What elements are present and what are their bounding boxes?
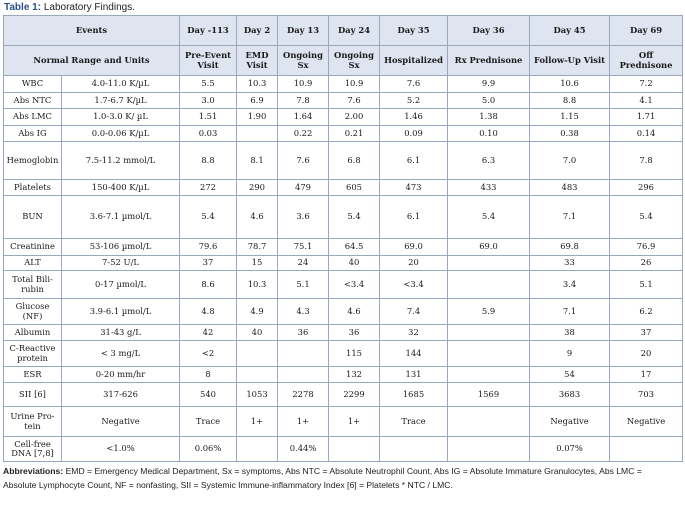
table-row (4, 407, 683, 437)
table-row (4, 271, 683, 299)
cell-value: 9 (530, 341, 610, 367)
cell-value (448, 367, 530, 383)
cell-value (610, 437, 683, 462)
cell-value: 5.1 (278, 271, 329, 299)
normal-range: Negative (62, 407, 180, 437)
cell-value (237, 341, 278, 367)
cell-value: 8.8 (530, 93, 610, 109)
cell-value: 8.6 (180, 271, 237, 299)
cell-value: 605 (329, 180, 380, 196)
cell-value: 7.0 (530, 142, 610, 180)
cell-value: 3.4 (530, 271, 610, 299)
cell-value: 33 (530, 256, 610, 271)
table-row (4, 383, 683, 407)
cell-value: 5.0 (448, 93, 530, 109)
header-visit: Ongoing Sx (278, 46, 329, 76)
header-visit: Pre-Event Visit (180, 46, 237, 76)
cell-value: 7.6 (380, 76, 448, 93)
cell-value: 483 (530, 180, 610, 196)
normal-range: 1.7-6.7 K/µL (62, 93, 180, 109)
cell-value: <2 (180, 341, 237, 367)
cell-value: 2278 (278, 383, 329, 407)
header-day: Day 13 (278, 16, 329, 46)
header-visit: Follow-Up Visit (530, 46, 610, 76)
cell-value: 17 (610, 367, 683, 383)
table-row (4, 180, 683, 196)
table-row (4, 109, 683, 126)
normal-range: 150-400 K/µL (62, 180, 180, 196)
cell-value: 36 (329, 325, 380, 341)
cell-value: 8.1 (237, 142, 278, 180)
cell-value: 1.38 (448, 109, 530, 126)
cell-value: 6.9 (237, 93, 278, 109)
cell-value: 76.9 (610, 239, 683, 256)
cell-value: 296 (610, 180, 683, 196)
cell-value: 1.71 (610, 109, 683, 126)
cell-value (448, 256, 530, 271)
cell-value: 79.6 (180, 239, 237, 256)
cell-value: 1.51 (180, 109, 237, 126)
row-label: Abs LMC (4, 109, 62, 126)
cell-value: 0.14 (610, 126, 683, 142)
normal-range: 31-43 g/L (62, 325, 180, 341)
cell-value: 9.9 (448, 76, 530, 93)
cell-value: 10.6 (530, 76, 610, 93)
cell-value: 132 (329, 367, 380, 383)
cell-value: 20 (380, 256, 448, 271)
normal-range: < 3 mg/L (62, 341, 180, 367)
cell-value: 69.0 (448, 239, 530, 256)
cell-value: 1.46 (380, 109, 448, 126)
table-row (4, 367, 683, 383)
cell-value (329, 437, 380, 462)
cell-value (380, 437, 448, 462)
cell-value: 272 (180, 180, 237, 196)
cell-value: 0.21 (329, 126, 380, 142)
cell-value: 5.4 (448, 196, 530, 239)
cell-value: 4.8 (180, 299, 237, 325)
normal-range: 317-626 (62, 383, 180, 407)
cell-value: 3683 (530, 383, 610, 407)
cell-value: 40 (329, 256, 380, 271)
cell-value: 37 (610, 325, 683, 341)
table-row (4, 325, 683, 341)
normal-range: 1.0-3.0 K/ µL (62, 109, 180, 126)
header-visit: Hospitalized (380, 46, 448, 76)
cell-value (237, 126, 278, 142)
cell-value: 4.6 (237, 196, 278, 239)
table-row (4, 299, 683, 325)
cell-value: 1.90 (237, 109, 278, 126)
row-label: Creatinine (4, 239, 62, 256)
cell-value: 4.6 (329, 299, 380, 325)
cell-value: 0.10 (448, 126, 530, 142)
cell-value: 7.6 (278, 142, 329, 180)
cell-value: 24 (278, 256, 329, 271)
cell-value: 540 (180, 383, 237, 407)
cell-value (278, 341, 329, 367)
footnote-label: Abbreviations: (3, 466, 64, 476)
cell-value: 1685 (380, 383, 448, 407)
cell-value: 37 (180, 256, 237, 271)
cell-value: 6.8 (329, 142, 380, 180)
normal-range: 0.0-0.06 K/µL (62, 126, 180, 142)
cell-value: 6.1 (380, 196, 448, 239)
header-day: Day 69 (610, 16, 683, 46)
header-normal-range: Normal Range and Units (4, 46, 180, 76)
cell-value: 54 (530, 367, 610, 383)
cell-value: 10.9 (278, 76, 329, 93)
normal-range: 3.9-6.1 µmol/L (62, 299, 180, 325)
cell-value: 36 (278, 325, 329, 341)
cell-value: 0.22 (278, 126, 329, 142)
cell-value: Negative (530, 407, 610, 437)
row-label: Hemoglobin (4, 142, 62, 180)
cell-value: 0.09 (380, 126, 448, 142)
cell-value: 1053 (237, 383, 278, 407)
cell-value: 479 (278, 180, 329, 196)
cell-value: 5.5 (180, 76, 237, 93)
header-visit: Ongoing Sx (329, 46, 380, 76)
cell-value: Trace (380, 407, 448, 437)
cell-value: 1+ (329, 407, 380, 437)
header-visit: EMD Visit (237, 46, 278, 76)
cell-value (278, 367, 329, 383)
cell-value: 5.4 (610, 196, 683, 239)
row-label: C-Reactive protein (4, 341, 62, 367)
cell-value: 0.38 (530, 126, 610, 142)
cell-value: 32 (380, 325, 448, 341)
cell-value: 2299 (329, 383, 380, 407)
cell-value: 7.6 (329, 93, 380, 109)
cell-value: 5.4 (329, 196, 380, 239)
cell-value (448, 271, 530, 299)
normal-range: <1.0% (62, 437, 180, 462)
cell-value: 5.1 (610, 271, 683, 299)
cell-value: 7.8 (610, 142, 683, 180)
cell-value: 38 (530, 325, 610, 341)
header-events: Events (4, 16, 180, 46)
cell-value: Trace (180, 407, 237, 437)
row-label: Albumin (4, 325, 62, 341)
cell-value: <3.4 (380, 271, 448, 299)
row-label: Urine Pro-tein (4, 407, 62, 437)
cell-value: 703 (610, 383, 683, 407)
cell-value: 7.1 (530, 299, 610, 325)
row-label: Platelets (4, 180, 62, 196)
cell-value: 26 (610, 256, 683, 271)
cell-value: 0.06% (180, 437, 237, 462)
cell-value: 0.44% (278, 437, 329, 462)
cell-value (448, 325, 530, 341)
abbreviations-footnote (3, 464, 673, 492)
table-row (4, 76, 683, 93)
cell-value: 4.3 (278, 299, 329, 325)
cell-value: 6.3 (448, 142, 530, 180)
cell-value: 3.0 (180, 93, 237, 109)
table-row (4, 341, 683, 367)
cell-value: 4.1 (610, 93, 683, 109)
cell-value: 40 (237, 325, 278, 341)
row-label: BUN (4, 196, 62, 239)
caption-text: Laboratory Findings. (43, 2, 135, 13)
table-body (4, 16, 683, 462)
header-row-visits (4, 46, 683, 76)
row-label: WBC (4, 76, 62, 93)
cell-value: 1+ (237, 407, 278, 437)
table-row (4, 196, 683, 239)
cell-value: 10.3 (237, 271, 278, 299)
row-label: ALT (4, 256, 62, 271)
cell-value: 433 (448, 180, 530, 196)
header-row-days (4, 16, 683, 46)
normal-range: 3.6-7.1 µmol/L (62, 196, 180, 239)
cell-value: 75.1 (278, 239, 329, 256)
cell-value: 5.4 (180, 196, 237, 239)
cell-value: 5.2 (380, 93, 448, 109)
row-label: Abs NTC (4, 93, 62, 109)
normal-range: 4.0-11.0 K/µL (62, 76, 180, 93)
cell-value: 473 (380, 180, 448, 196)
normal-range: 7-52 U/L (62, 256, 180, 271)
header-visit: Rx Prednisone (448, 46, 530, 76)
table-row (4, 126, 683, 142)
caption-label: Table 1: (4, 2, 42, 13)
cell-value: 5.9 (448, 299, 530, 325)
row-label: Cell-free DNA [7,8] (4, 437, 62, 462)
footnote-text: EMD = Emergency Medical Department, Sx = symptoms, Abs NTC = Absolute Neutrophil Count, Abs IG = Absolute Immature Granulocytes, Abs LMC = Absolute Lymphocyte Count, NF = nonfasting, SII = Systemic Immune-inflammatory Index [6] = Platelets * NTC / LMC. (3, 466, 642, 490)
cell-value: 6.1 (380, 142, 448, 180)
cell-value: 0.03 (180, 126, 237, 142)
cell-value: 0.07% (530, 437, 610, 462)
header-visit: Off Prednisone (610, 46, 683, 76)
cell-value: 7.2 (610, 76, 683, 93)
cell-value: 1+ (278, 407, 329, 437)
cell-value: <3.4 (329, 271, 380, 299)
cell-value: 7.8 (278, 93, 329, 109)
row-label: SII [6] (4, 383, 62, 407)
cell-value: 42 (180, 325, 237, 341)
cell-value: 290 (237, 180, 278, 196)
normal-range: 7.5-11.2 mmol/L (62, 142, 180, 180)
cell-value: 115 (329, 341, 380, 367)
normal-range: 53-106 µmol/L (62, 239, 180, 256)
cell-value: 2.00 (329, 109, 380, 126)
cell-value: 10.3 (237, 76, 278, 93)
header-day: Day 45 (530, 16, 610, 46)
cell-value: 6.2 (610, 299, 683, 325)
cell-value: 78.7 (237, 239, 278, 256)
row-label: Abs IG (4, 126, 62, 142)
table-row (4, 93, 683, 109)
cell-value (448, 437, 530, 462)
table-caption (4, 2, 135, 13)
cell-value: 69.0 (380, 239, 448, 256)
cell-value: 1569 (448, 383, 530, 407)
cell-value: 1.15 (530, 109, 610, 126)
cell-value: 69.8 (530, 239, 610, 256)
cell-value: 8.8 (180, 142, 237, 180)
header-day: Day 35 (380, 16, 448, 46)
header-day: Day -113 (180, 16, 237, 46)
cell-value: 131 (380, 367, 448, 383)
normal-range: 0-20 mm/hr (62, 367, 180, 383)
cell-value: 64.5 (329, 239, 380, 256)
cell-value: 7.1 (530, 196, 610, 239)
table-row (4, 239, 683, 256)
cell-value: 7.4 (380, 299, 448, 325)
cell-value (448, 407, 530, 437)
cell-value: Negative (610, 407, 683, 437)
cell-value (448, 341, 530, 367)
cell-value: 15 (237, 256, 278, 271)
cell-value: 4.9 (237, 299, 278, 325)
cell-value: 8 (180, 367, 237, 383)
cell-value (237, 367, 278, 383)
cell-value: 1.64 (278, 109, 329, 126)
row-label: Total Bili-rubin (4, 271, 62, 299)
row-label: Glucose (NF) (4, 299, 62, 325)
cell-value: 10.9 (329, 76, 380, 93)
header-day: Day 36 (448, 16, 530, 46)
cell-value: 144 (380, 341, 448, 367)
cell-value (237, 437, 278, 462)
table-row (4, 256, 683, 271)
row-label: ESR (4, 367, 62, 383)
table-row (4, 142, 683, 180)
table-row (4, 437, 683, 462)
cell-value: 20 (610, 341, 683, 367)
header-day: Day 24 (329, 16, 380, 46)
header-day: Day 2 (237, 16, 278, 46)
normal-range: 0-17 µmol/L (62, 271, 180, 299)
cell-value: 3.6 (278, 196, 329, 239)
laboratory-findings-table (3, 15, 683, 462)
